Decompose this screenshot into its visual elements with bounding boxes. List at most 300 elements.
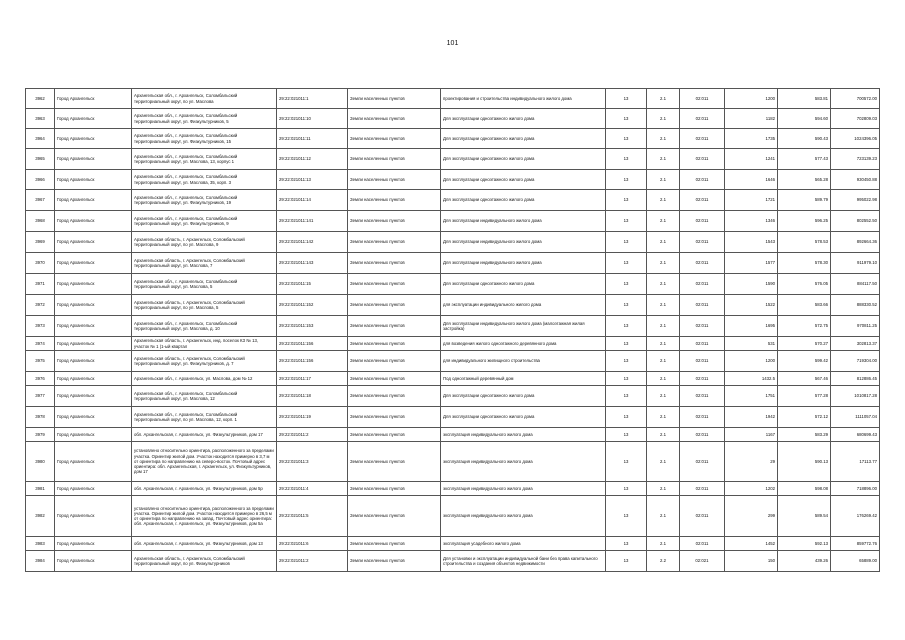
cadastral-number-cell: 29:22:021011:2 — [277, 428, 348, 442]
specific-value-cell: 439.26 — [778, 551, 831, 572]
municipality-cell: Город Архангельск — [55, 551, 132, 572]
specific-value-cell: 572.75 — [778, 316, 831, 337]
address-cell: обл. Архангельская, г. Архангельск, ул. Физкультурников, дом 17 — [132, 428, 277, 442]
specific-value-cell: 578.30 — [778, 253, 831, 274]
permitted-use-cell: Для эксплуатации одноэтажного жилого дома — [441, 407, 606, 428]
page-number: 101 — [446, 40, 459, 47]
cadastral-value-cell: 176269.42 — [831, 496, 880, 537]
row-number-cell: 3974 — [26, 337, 55, 351]
use-code-cell: 02:011 — [680, 386, 725, 407]
zone-cell: 13 — [606, 190, 647, 211]
cadastral-number-cell: 29:22:021011:2 — [277, 551, 348, 572]
use-code-cell: 02:011 — [680, 295, 725, 316]
area-cell: 1200 — [725, 89, 778, 109]
cadastral-number-cell: 29:22:021011:143 — [277, 253, 348, 274]
land-category-cell: Земли населенных пунктов — [348, 295, 441, 316]
use-code-cell: 02:011 — [680, 482, 725, 496]
address-cell: Архангельская обл., г. Архангельск, Соломбальский территориальный округ, по ул. Маслова, 12, корп. 1 — [132, 407, 277, 428]
cadastral-value-cell: 859772.76 — [831, 537, 880, 551]
specific-value-cell: 598.08 — [778, 482, 831, 496]
land-category-cell: Земли населенных пунктов — [348, 211, 441, 232]
address-cell: установлено относительно ориентира, расположенного за пределами участка. Ориентир жилой дом. Участок находится примерно в 3,7 м от ориентира по направлению на северо-восток. Почтовый адрес ориентира: обл. Архангельская, г. Архангельск, ул. Физкультурников, дом 17 — [132, 442, 277, 482]
row-number-cell: 3971 — [26, 274, 55, 295]
use-code-cell: 02:021 — [680, 551, 725, 572]
table-row — [26, 190, 880, 211]
cadastral-number-cell: 29:22:021011:12 — [277, 149, 348, 170]
cadastral-value-cell: 700572.00 — [831, 89, 880, 109]
area-cell: 1751 — [725, 386, 778, 407]
address-cell: Архангельская обл., г. Архангельск, Соломбальский территориальный округ, по ул. Маслова — [132, 89, 277, 109]
area-cell: 1167 — [725, 428, 778, 442]
row-number-cell: 3963 — [26, 109, 55, 129]
municipality-cell: Город Архангельск — [55, 316, 132, 337]
use-group-cell: 2.1 — [647, 407, 680, 428]
permitted-use-cell: для эксплуатации индивидуального жилого дома — [441, 295, 606, 316]
table-row — [26, 211, 880, 232]
cadastral-number-cell: 29:22:021011:142 — [277, 232, 348, 253]
table-row — [26, 428, 880, 442]
cadastral-number-cell: 29:22:021011:4 — [277, 482, 348, 496]
use-group-cell: 2.2 — [647, 551, 680, 572]
area-cell: 1432.5 — [725, 372, 778, 386]
land-category-cell: Земли населенных пунктов — [348, 149, 441, 170]
land-category-cell: Земли населенных пунктов — [348, 170, 441, 190]
specific-value-cell: 570.27 — [778, 337, 831, 351]
use-code-cell: 02:011 — [680, 232, 725, 253]
use-group-cell: 2.1 — [647, 89, 680, 109]
row-number-cell: 3977 — [26, 386, 55, 407]
land-category-cell: Земли населенных пунктов — [348, 482, 441, 496]
table-row — [26, 170, 880, 190]
table-row — [26, 316, 880, 337]
cadastral-value-cell: 723139.23 — [831, 149, 880, 170]
table-row — [26, 386, 880, 407]
specific-value-cell: 567.46 — [778, 372, 831, 386]
address-cell: Архангельская область, г. Архангельск, Соломбальский территориальный округ, по ул. Маслова, 5 — [132, 295, 277, 316]
use-group-cell: 2.1 — [647, 232, 680, 253]
cadastral-number-cell: 29:22:021011:156 — [277, 337, 348, 351]
zone-cell: 13 — [606, 89, 647, 109]
table-row — [26, 537, 880, 551]
row-number-cell: 3966 — [26, 170, 55, 190]
address-cell: обл. Архангельская, г. Архангельск, ул. Физкультурников, дом 5р — [132, 482, 277, 496]
address-cell: Архангельская обл., г. Архангельск, Соломбальский территориальный округ, ул. Маслова, 5 — [132, 274, 277, 295]
address-cell: Архангельская обл., г. Архангельск, Соломбальский территориальный округ, ул. Маслова, д. 10 — [132, 316, 277, 337]
land-category-cell: Земли населенных пунктов — [348, 89, 441, 109]
cadastral-number-cell: 29:22:021011:153 — [277, 316, 348, 337]
use-group-cell: 2.1 — [647, 316, 680, 337]
cadastral-number-cell: 29:22:021011:156 — [277, 351, 348, 372]
cadastral-number-cell: 29:22:021011:17 — [277, 372, 348, 386]
municipality-cell: Город Архангельск — [55, 386, 132, 407]
row-number-cell: 3984 — [26, 551, 55, 572]
table-row — [26, 253, 880, 274]
land-category-cell: Земли населенных пунктов — [348, 428, 441, 442]
permitted-use-cell: Для эксплуатации одноэтажного жилого дома — [441, 109, 606, 129]
use-group-cell: 2.1 — [647, 109, 680, 129]
cadastral-value-cell: 302813.37 — [831, 337, 880, 351]
cadastral-value-cell: 888330.52 — [831, 295, 880, 316]
area-cell: 1695 — [725, 316, 778, 337]
cadastral-number-cell: 29:22:021011:11 — [277, 129, 348, 149]
permitted-use-cell: эксплуатация индивидуального жилого дома — [441, 482, 606, 496]
row-number-cell: 3983 — [26, 537, 55, 551]
specific-value-cell: 599.42 — [778, 351, 831, 372]
table-row — [26, 551, 880, 572]
permitted-use-cell: Для эксплуатации одноэтажного жилого дома — [441, 386, 606, 407]
table-row — [26, 442, 880, 482]
cadastral-value-cell: 911979.10 — [831, 253, 880, 274]
row-number-cell: 3979 — [26, 428, 55, 442]
use-code-cell: 02:011 — [680, 496, 725, 537]
municipality-cell: Город Архангельск — [55, 407, 132, 428]
table-row — [26, 372, 880, 386]
zone-cell: 13 — [606, 129, 647, 149]
cadastral-number-cell: 29:22:021011:15 — [277, 274, 348, 295]
zone-cell: 13 — [606, 372, 647, 386]
permitted-use-cell: Для эксплуатации одноэтажного жилого дома — [441, 190, 606, 211]
use-code-cell: 02:011 — [680, 190, 725, 211]
use-group-cell: 2.1 — [647, 442, 680, 482]
cadastral-value-cell: 802552.50 — [831, 211, 880, 232]
address-cell: Архангельская обл., г. Архангельск, Соломбальский территориальный округ, ул. Маслова, 12 — [132, 386, 277, 407]
address-cell: Архангельская обл., г. Архангельск, ул. Маслова, дом № 12 — [132, 372, 277, 386]
zone-cell: 13 — [606, 149, 647, 170]
use-code-cell: 02:011 — [680, 316, 725, 337]
specific-value-cell: 589.54 — [778, 496, 831, 537]
land-category-cell: Земли населенных пунктов — [348, 253, 441, 274]
cadastral-value-cell: 1024396.05 — [831, 129, 880, 149]
land-category-cell: Земли населенных пунктов — [348, 351, 441, 372]
table-row — [26, 482, 880, 496]
land-category-cell: Земли населенных пунктов — [348, 232, 441, 253]
zone-cell: 13 — [606, 407, 647, 428]
cadastral-number-cell: 29:22:021011:13 — [277, 170, 348, 190]
area-cell: 1735 — [725, 129, 778, 149]
municipality-cell: Город Архангельск — [55, 253, 132, 274]
table-row — [26, 351, 880, 372]
address-cell: Архангельская обл., г. Архангельск, Соломбальский территориальный округ, ул. Физкультурников, 19 — [132, 190, 277, 211]
use-group-cell: 2.1 — [647, 211, 680, 232]
land-category-cell: Земли населенных пунктов — [348, 386, 441, 407]
row-number-cell: 3967 — [26, 190, 55, 211]
area-cell: 299 — [725, 496, 778, 537]
cadastral-number-cell: 29:22:021011:3 — [277, 442, 348, 482]
municipality-cell: Город Архангельск — [55, 129, 132, 149]
use-code-cell: 02:011 — [680, 129, 725, 149]
use-group-cell: 2.1 — [647, 149, 680, 170]
use-code-cell: 02:011 — [680, 351, 725, 372]
municipality-cell: Город Архангельск — [55, 211, 132, 232]
municipality-cell: Город Архангельск — [55, 496, 132, 537]
row-number-cell: 3964 — [26, 129, 55, 149]
zone-cell: 13 — [606, 537, 647, 551]
permitted-use-cell: Для эксплуатации одноэтажного жилого дома — [441, 170, 606, 190]
specific-value-cell: 592.13 — [778, 537, 831, 551]
use-code-cell: 02:011 — [680, 211, 725, 232]
permitted-use-cell: Для эксплуатации одноэтажного жилого дома — [441, 129, 606, 149]
permitted-use-cell: Для эксплуатации одноэтажного жилого дома — [441, 274, 606, 295]
municipality-cell: Город Архангельск — [55, 428, 132, 442]
row-number-cell: 3982 — [26, 496, 55, 537]
zone-cell: 13 — [606, 211, 647, 232]
row-number-cell: 3972 — [26, 295, 55, 316]
use-group-cell: 2.1 — [647, 482, 680, 496]
land-category-cell: Земли населенных пунктов — [348, 316, 441, 337]
specific-value-cell: 596.25 — [778, 211, 831, 232]
cadastral-value-cell: 65889.00 — [831, 551, 880, 572]
cadastral-value-cell: 970811.25 — [831, 316, 880, 337]
permitted-use-cell: эксплуатация индивидуального жилого дома — [441, 428, 606, 442]
address-cell: Архангельская обл., г. Архангельск, Соломбальский территориальный округ, ул. Физкультурников, 5 — [132, 109, 277, 129]
use-code-cell: 02:011 — [680, 274, 725, 295]
row-number-cell: 3981 — [26, 482, 55, 496]
table-row — [26, 337, 880, 351]
municipality-cell: Город Архангельск — [55, 89, 132, 109]
municipality-cell: Город Архангельск — [55, 351, 132, 372]
specific-value-cell: 576.05 — [778, 274, 831, 295]
municipality-cell: Город Архангельск — [55, 337, 132, 351]
area-cell: 1942 — [725, 407, 778, 428]
permitted-use-cell: Под одноэтажный деревянный дом — [441, 372, 606, 386]
cadastral-number-cell: 29:22:021011:19 — [277, 407, 348, 428]
use-group-cell: 2.1 — [647, 295, 680, 316]
land-category-cell: Земли населенных пунктов — [348, 537, 441, 551]
land-category-cell: Земли населенных пунктов — [348, 129, 441, 149]
municipality-cell: Город Архангельск — [55, 295, 132, 316]
permitted-use-cell: эксплуатация индивидуального жилого дома — [441, 442, 606, 482]
table-row — [26, 496, 880, 537]
municipality-cell: Город Архангельск — [55, 232, 132, 253]
row-number-cell: 3969 — [26, 232, 55, 253]
municipality-cell: Город Архангельск — [55, 190, 132, 211]
use-group-cell: 2.1 — [647, 386, 680, 407]
table-row — [26, 109, 880, 129]
zone-cell: 13 — [606, 274, 647, 295]
address-cell: Архангельская область, г. Архангельск, Соломбальский территориальный округ, ул. Физкультурников, д. 7 — [132, 351, 277, 372]
address-cell: Архангельская область, г. Архангельск, Соломбальский территориальный округ, по ул. Физкультурников — [132, 551, 277, 572]
cadastral-value-cell: 995022.98 — [831, 190, 880, 211]
row-number-cell: 3965 — [26, 149, 55, 170]
land-category-cell: Земли населенных пунктов — [348, 442, 441, 482]
permitted-use-cell: эксплуатация усадебного жилого дома — [441, 537, 606, 551]
area-cell: 1721 — [725, 190, 778, 211]
land-category-cell: Земли населенных пунктов — [348, 190, 441, 211]
permitted-use-cell: Для установки и эксплуатации индивидуальной бани без права капитального строительства и создания объектов недвижимости — [441, 551, 606, 572]
use-code-cell: 02:011 — [680, 372, 725, 386]
use-group-cell: 2.1 — [647, 351, 680, 372]
area-cell: 1577 — [725, 253, 778, 274]
table-row — [26, 274, 880, 295]
use-group-cell: 2.1 — [647, 496, 680, 537]
specific-value-cell: 590.13 — [778, 442, 831, 482]
row-number-cell: 3962 — [26, 89, 55, 109]
area-cell: 1543 — [725, 232, 778, 253]
area-cell: 1522 — [725, 295, 778, 316]
use-group-cell: 2.1 — [647, 428, 680, 442]
address-cell: Архангельская область, г. Архангельск, инд. поселок КЗ № 13, участок № 1 (1-ый квартал — [132, 337, 277, 351]
municipality-cell: Город Архангельск — [55, 274, 132, 295]
use-code-cell: 02:011 — [680, 537, 725, 551]
cadastral-number-cell: 29:22:021011:10 — [277, 109, 348, 129]
area-cell: 1200 — [725, 351, 778, 372]
address-cell: Архангельская обл., г. Архангельск, Соломбальский территориальный округ, ул. Физкультурников, 15 — [132, 129, 277, 149]
area-cell: 1202 — [725, 482, 778, 496]
zone-cell: 13 — [606, 295, 647, 316]
zone-cell: 13 — [606, 232, 647, 253]
permitted-use-cell: для индивидуального жилищного строительства — [441, 351, 606, 372]
use-group-cell: 2.1 — [647, 190, 680, 211]
cadastral-value-cell: 1111057.04 — [831, 407, 880, 428]
permitted-use-cell: эксплуатация индивидуального жилого дома — [441, 496, 606, 537]
permitted-use-cell: проектирования и строительства индивидуального жилого дома — [441, 89, 606, 109]
address-cell: Архангельская область, г. Архангельск, Соломбальский территориальный округ, по ул. Маслова, 9 — [132, 232, 277, 253]
table-row — [26, 129, 880, 149]
zone-cell: 13 — [606, 351, 647, 372]
use-code-cell: 02:011 — [680, 89, 725, 109]
cadastral-number-cell: 29:22:021011:152 — [277, 295, 348, 316]
use-code-cell: 02:011 — [680, 149, 725, 170]
municipality-cell: Город Архангельск — [55, 537, 132, 551]
municipality-cell: Город Архангельск — [55, 372, 132, 386]
use-code-cell: 02:011 — [680, 109, 725, 129]
cadastral-number-cell: 29:22:021011:5 — [277, 496, 348, 537]
use-group-cell: 2.1 — [647, 537, 680, 551]
specific-value-cell: 583.81 — [778, 89, 831, 109]
area-cell: 1346 — [725, 211, 778, 232]
land-category-cell: Земли населенных пунктов — [348, 109, 441, 129]
area-cell: 29 — [725, 442, 778, 482]
use-group-cell: 2.1 — [647, 274, 680, 295]
use-group-cell: 2.1 — [647, 170, 680, 190]
use-code-cell: 02:011 — [680, 253, 725, 274]
row-number-cell: 3976 — [26, 372, 55, 386]
permitted-use-cell: Для эксплуатации одноэтажного жилого дома — [441, 149, 606, 170]
table-row — [26, 89, 880, 109]
address-cell: установлено относительно ориентира, расположенного за пределами участка. Ориентир жилой дом. Участок находится примерно в 26,5 м от ориентира по направлению на запад. Почтовый адрес ориентира: обл. Архангельская, г. Архангельск, ул. Физкультурников, дом 5а — [132, 496, 277, 537]
use-code-cell: 02:011 — [680, 337, 725, 351]
zone-cell: 13 — [606, 551, 647, 572]
specific-value-cell: 565.28 — [778, 170, 831, 190]
cadastral-number-cell: 29:22:021011:18 — [277, 386, 348, 407]
use-group-cell: 2.1 — [647, 129, 680, 149]
table-row — [26, 295, 880, 316]
area-cell: 1241 — [725, 149, 778, 170]
permitted-use-cell: Для эксплуатации индивидуального жилого дома — [441, 211, 606, 232]
cadastral-value-cell: 892664.36 — [831, 232, 880, 253]
registry-table-body — [26, 89, 880, 572]
cadastral-value-cell: 718896.00 — [831, 482, 880, 496]
permitted-use-cell: Для эксплуатации индивидуального жилого дома (малоэтажная жилая застройка) — [441, 316, 606, 337]
cadastral-number-cell: 29:22:021011:14 — [277, 190, 348, 211]
cadastral-number-cell: 29:22:021011:141 — [277, 211, 348, 232]
specific-value-cell: 572.12 — [778, 407, 831, 428]
specific-value-cell: 589.79 — [778, 190, 831, 211]
row-number-cell: 3970 — [26, 253, 55, 274]
address-cell: Архангельская обл., г. Архангельск, Соломбальский территориальный округ, ул. Физкультурников, 9 — [132, 211, 277, 232]
use-group-cell: 2.1 — [647, 337, 680, 351]
specific-value-cell: 577.43 — [778, 149, 831, 170]
land-category-cell: Земли населенных пунктов — [348, 274, 441, 295]
land-category-cell: Земли населенных пунктов — [348, 337, 441, 351]
zone-cell: 13 — [606, 109, 647, 129]
area-cell: 1590 — [725, 274, 778, 295]
zone-cell: 13 — [606, 428, 647, 442]
use-code-cell: 02:011 — [680, 170, 725, 190]
zone-cell: 13 — [606, 316, 647, 337]
zone-cell: 13 — [606, 482, 647, 496]
land-category-cell: Земли населенных пунктов — [348, 496, 441, 537]
cadastral-value-cell: 884117.50 — [831, 274, 880, 295]
row-number-cell: 3968 — [26, 211, 55, 232]
area-cell: 1646 — [725, 170, 778, 190]
table-row — [26, 407, 880, 428]
specific-value-cell: 583.29 — [778, 428, 831, 442]
specific-value-cell: 583.66 — [778, 295, 831, 316]
municipality-cell: Город Архангельск — [55, 170, 132, 190]
municipality-cell: Город Архангельск — [55, 482, 132, 496]
address-cell: Архангельская обл., г. Архангельск, Соломбальский территориальный округ, ул. Маслова, 13, корпус 1 — [132, 149, 277, 170]
specific-value-cell: 594.60 — [778, 109, 831, 129]
zone-cell: 13 — [606, 442, 647, 482]
area-cell: 531 — [725, 337, 778, 351]
zone-cell: 13 — [606, 337, 647, 351]
row-number-cell: 3973 — [26, 316, 55, 337]
use-code-cell: 02:011 — [680, 428, 725, 442]
address-cell: Архангельская область, г. Архангельск, Соломбальский территориальный округ, ул. Маслова, 7 — [132, 253, 277, 274]
cadastral-value-cell: 1010817.28 — [831, 386, 880, 407]
specific-value-cell: 577.28 — [778, 386, 831, 407]
table-row — [26, 232, 880, 253]
zone-cell: 13 — [606, 170, 647, 190]
cadastral-value-cell: 680699.43 — [831, 428, 880, 442]
row-number-cell: 3978 — [26, 407, 55, 428]
table-row — [26, 149, 880, 170]
cadastral-registry-table — [25, 88, 880, 572]
land-category-cell: Земли населенных пунктов — [348, 372, 441, 386]
land-category-cell: Земли населенных пунктов — [348, 551, 441, 572]
specific-value-cell: 578.53 — [778, 232, 831, 253]
zone-cell: 13 — [606, 253, 647, 274]
land-category-cell: Земли населенных пунктов — [348, 407, 441, 428]
cadastral-number-cell: 29:22:021011:1 — [277, 89, 348, 109]
area-cell: 1182 — [725, 109, 778, 129]
cadastral-value-cell: 812886.45 — [831, 372, 880, 386]
cadastral-value-cell: 719304.00 — [831, 351, 880, 372]
cadastral-value-cell: 930450.88 — [831, 170, 880, 190]
address-cell: обл. Архангельская, г. Архангельск, ул. Физкультурников, дом 13 — [132, 537, 277, 551]
municipality-cell: Город Архангельск — [55, 109, 132, 129]
area-cell: 1452 — [725, 537, 778, 551]
permitted-use-cell: Для эксплуатации индивидуального жилого дома — [441, 253, 606, 274]
use-group-cell: 2.1 — [647, 372, 680, 386]
row-number-cell: 3975 — [26, 351, 55, 372]
specific-value-cell: 590.43 — [778, 129, 831, 149]
use-code-cell: 02:011 — [680, 407, 725, 428]
permitted-use-cell: Для эксплуатации индивидуального жилого дома — [441, 232, 606, 253]
permitted-use-cell: для возведения жилого одноэтажного деревянного дома — [441, 337, 606, 351]
cadastral-value-cell: 17113.77 — [831, 442, 880, 482]
municipality-cell: Город Архангельск — [55, 149, 132, 170]
zone-cell: 13 — [606, 386, 647, 407]
cadastral-value-cell: 702809.03 — [831, 109, 880, 129]
use-code-cell: 02:011 — [680, 442, 725, 482]
address-cell: Архангельская обл., г. Архангельск, Соломбальский территориальный округ, ул. Маслова, 35, корп. 3 — [132, 170, 277, 190]
municipality-cell: Город Архангельск — [55, 442, 132, 482]
zone-cell: 13 — [606, 496, 647, 537]
row-number-cell: 3980 — [26, 442, 55, 482]
cadastral-number-cell: 29:22:021011:6 — [277, 537, 348, 551]
